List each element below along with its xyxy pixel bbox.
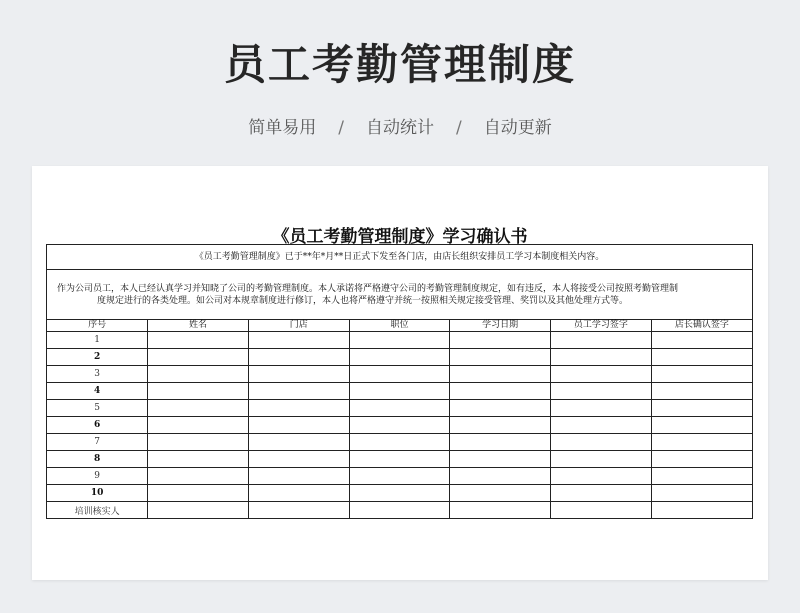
subtitle-item-2: 自动统计 — [366, 118, 434, 138]
signature-cell[interactable] — [349, 383, 450, 400]
signature-cell[interactable] — [349, 417, 450, 434]
signature-cell[interactable] — [248, 349, 349, 366]
signature-table — [47, 320, 752, 518]
signature-cell[interactable] — [450, 468, 551, 485]
signature-cell[interactable] — [349, 349, 450, 366]
column-header-index: 序号 — [47, 320, 148, 332]
signature-cell[interactable] — [349, 468, 450, 485]
row-index: 2 — [47, 349, 148, 366]
signature-cell[interactable] — [248, 451, 349, 468]
signature-cell[interactable] — [349, 400, 450, 417]
table-row — [47, 434, 752, 451]
subtitle-separator: / — [456, 118, 462, 138]
row-index: 3 — [47, 366, 148, 383]
signature-cell[interactable] — [450, 366, 551, 383]
signature-cell[interactable] — [148, 400, 249, 417]
table-header-row — [47, 320, 752, 332]
document-sheet — [32, 166, 768, 580]
signature-cell[interactable] — [349, 434, 450, 451]
table-row — [47, 383, 752, 400]
table-row — [47, 485, 752, 502]
signature-cell[interactable] — [651, 451, 752, 468]
signature-cell[interactable] — [450, 383, 551, 400]
pledge-line-1: 作为公司员工，本人已经认真学习并知晓了公司的考勤管理制度。本人承诺将严格遵守公司的考勤管理制度规定，如有违反，本人将接受公司按照考勤管理制 — [57, 284, 679, 294]
signature-cell[interactable] — [551, 366, 652, 383]
table-row — [47, 417, 752, 434]
signature-cell[interactable] — [450, 349, 551, 366]
signature-cell[interactable] — [551, 332, 652, 349]
signature-cell[interactable] — [248, 434, 349, 451]
column-header-employee-signature: 员工学习签字 — [551, 320, 652, 332]
trainer-signature-cell[interactable] — [450, 502, 551, 519]
signature-cell[interactable] — [248, 417, 349, 434]
signature-cell[interactable] — [148, 485, 249, 502]
signature-cell[interactable] — [148, 332, 249, 349]
signature-cell[interactable] — [551, 434, 652, 451]
signature-cell[interactable] — [450, 451, 551, 468]
trainer-row — [47, 502, 752, 519]
signature-cell[interactable] — [148, 383, 249, 400]
page-title: 员工考勤管理制度 — [223, 40, 576, 89]
signature-cell[interactable] — [248, 383, 349, 400]
signature-cell[interactable] — [551, 400, 652, 417]
subtitle-item-1: 简单易用 — [248, 118, 317, 138]
table-body — [47, 332, 752, 519]
page-subtitle — [0, 113, 800, 138]
row-index: 8 — [47, 451, 148, 468]
signature-cell[interactable] — [248, 332, 349, 349]
column-header-position: 职位 — [349, 320, 450, 332]
signature-cell[interactable] — [651, 434, 752, 451]
subtitle-separator: / — [338, 118, 344, 138]
signature-cell[interactable] — [651, 468, 752, 485]
column-header-study-date: 学习日期 — [450, 320, 551, 332]
signature-cell[interactable] — [148, 451, 249, 468]
signature-cell[interactable] — [450, 485, 551, 502]
row-index: 4 — [47, 383, 148, 400]
signature-cell[interactable] — [551, 485, 652, 502]
row-index: 9 — [47, 468, 148, 485]
table-row — [47, 451, 752, 468]
table-row — [47, 332, 752, 349]
signature-cell[interactable] — [450, 332, 551, 349]
signature-cell[interactable] — [148, 468, 249, 485]
row-index: 5 — [47, 400, 148, 417]
signature-cell[interactable] — [651, 366, 752, 383]
trainer-signature-cell[interactable] — [248, 502, 349, 519]
signature-cell[interactable] — [651, 485, 752, 502]
row-index: 7 — [47, 434, 148, 451]
signature-cell[interactable] — [349, 332, 450, 349]
signature-cell[interactable] — [349, 451, 450, 468]
signature-cell[interactable] — [551, 383, 652, 400]
signature-cell[interactable] — [450, 400, 551, 417]
row-index: 1 — [47, 332, 148, 349]
signature-cell[interactable] — [248, 366, 349, 383]
trainer-signature-cell[interactable] — [148, 502, 249, 519]
trainer-signature-cell[interactable] — [551, 502, 652, 519]
trainer-signature-cell[interactable] — [349, 502, 450, 519]
signature-cell[interactable] — [248, 468, 349, 485]
row-index: 6 — [47, 417, 148, 434]
table-row — [47, 366, 752, 383]
table-row — [47, 400, 752, 417]
column-header-store: 门店 — [248, 320, 349, 332]
signature-cell[interactable] — [248, 485, 349, 502]
signature-cell[interactable] — [148, 434, 249, 451]
table-row — [47, 468, 752, 485]
signature-cell[interactable] — [551, 468, 652, 485]
signature-cell[interactable] — [651, 349, 752, 366]
trainer-signature-cell[interactable] — [651, 502, 752, 519]
notice-text: 《员工考勤管理制度》已于**年*月**日正式下发至各门店，由店长组织安排员工学习本制度相关内容。 — [47, 245, 752, 270]
signature-cell[interactable] — [148, 417, 249, 434]
signature-cell[interactable] — [551, 417, 652, 434]
signature-cell[interactable] — [148, 349, 249, 366]
signature-cell[interactable] — [349, 366, 450, 383]
table-row — [47, 349, 752, 366]
row-index: 10 — [47, 485, 148, 502]
signature-cell[interactable] — [148, 366, 249, 383]
signature-cell[interactable] — [651, 332, 752, 349]
signature-cell[interactable] — [450, 434, 551, 451]
pledge-line-2: 度规定进行的各类处理。如公司对本规章制度进行修订，本人也将严格遵守并统一按照相关规定接受管理、奖罚以及其他处理方式等。 — [97, 296, 629, 306]
signature-cell[interactable] — [551, 349, 652, 366]
signature-cell[interactable] — [651, 417, 752, 434]
column-header-manager-signature: 店长确认签字 — [651, 320, 752, 332]
confirmation-form — [46, 244, 753, 519]
signature-cell[interactable] — [551, 451, 652, 468]
signature-cell[interactable] — [450, 417, 551, 434]
document-title: 《员工考勤管理制度》学习确认书 — [272, 227, 528, 247]
column-header-name: 姓名 — [148, 320, 249, 332]
signature-cell[interactable] — [248, 400, 349, 417]
trainer-label: 培训核实人 — [47, 502, 148, 519]
signature-cell[interactable] — [651, 383, 752, 400]
pledge-text — [47, 270, 752, 320]
signature-cell[interactable] — [349, 485, 450, 502]
signature-cell[interactable] — [651, 400, 752, 417]
subtitle-item-3: 自动更新 — [483, 118, 552, 138]
